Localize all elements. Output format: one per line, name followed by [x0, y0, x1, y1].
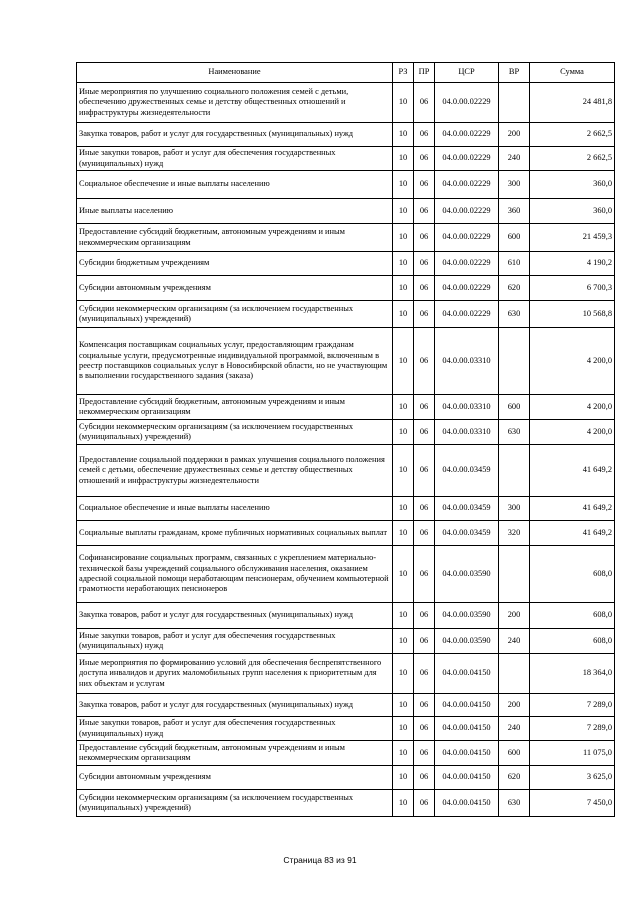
row-sum: 2 662,5 — [530, 123, 615, 147]
row-pr: 06 — [414, 301, 435, 328]
table-row — [77, 521, 615, 546]
table-row — [77, 654, 615, 694]
header-rz: РЗ — [393, 63, 414, 83]
row-pr: 06 — [414, 603, 435, 629]
row-name: Субсидии автономным учреждениям — [77, 766, 393, 790]
table-row — [77, 147, 615, 171]
table-row — [77, 171, 615, 199]
row-pr: 06 — [414, 328, 435, 395]
row-name: Субсидии некоммерческим организациям (за исключением государственных (муниципальных) учреждений) — [77, 420, 393, 445]
row-vr — [499, 328, 530, 395]
table-row — [77, 741, 615, 766]
row-csr: 04.0.00.02229 — [435, 171, 499, 199]
row-vr: 240 — [499, 147, 530, 171]
table-row — [77, 497, 615, 521]
table-header-row — [77, 63, 615, 83]
row-pr: 06 — [414, 252, 435, 276]
table-row — [77, 694, 615, 717]
row-rz: 10 — [393, 546, 414, 603]
row-rz: 10 — [393, 199, 414, 224]
row-name: Закупка товаров, работ и услуг для государственных (муниципальных) нужд — [77, 123, 393, 147]
row-vr: 610 — [499, 252, 530, 276]
row-name: Социальное обеспечение и иные выплаты населению — [77, 497, 393, 521]
row-sum: 4 200,0 — [530, 395, 615, 420]
row-csr: 04.0.00.03459 — [435, 497, 499, 521]
row-sum: 608,0 — [530, 629, 615, 654]
row-sum: 360,0 — [530, 199, 615, 224]
row-rz: 10 — [393, 766, 414, 790]
row-name: Компенсация поставщикам социальных услуг, предоставляющим гражданам социальные услуги, предусмотренные индивидуальной программой, включенным в реестр поставщиков социальных услуг в Новосибирской области, но не участвующим в выполнении государственного задания (заказа) — [77, 328, 393, 395]
row-csr: 04.0.00.03310 — [435, 420, 499, 445]
header-vr: ВР — [499, 63, 530, 83]
row-name: Иные мероприятия по формированию условий для обеспечения беспрепятственного доступа инвалидов и других маломобильных групп населения к приоритетным для них объектам и услугам — [77, 654, 393, 694]
row-vr: 630 — [499, 420, 530, 445]
row-sum: 10 568,8 — [530, 301, 615, 328]
header-pr: ПР — [414, 63, 435, 83]
row-vr: 600 — [499, 395, 530, 420]
row-rz: 10 — [393, 654, 414, 694]
row-name: Иные закупки товаров, работ и услуг для обеспечения государственных (муниципальных) нужд — [77, 147, 393, 171]
row-pr: 06 — [414, 420, 435, 445]
table-row — [77, 224, 615, 252]
table-row — [77, 252, 615, 276]
row-csr: 04.0.00.03590 — [435, 629, 499, 654]
row-csr: 04.0.00.04150 — [435, 790, 499, 817]
row-pr: 06 — [414, 445, 435, 497]
row-rz: 10 — [393, 224, 414, 252]
table-row — [77, 546, 615, 603]
row-csr: 04.0.00.04150 — [435, 654, 499, 694]
row-csr: 04.0.00.03310 — [435, 328, 499, 395]
row-rz: 10 — [393, 395, 414, 420]
row-pr: 06 — [414, 224, 435, 252]
row-csr: 04.0.00.02229 — [435, 199, 499, 224]
row-csr: 04.0.00.03459 — [435, 521, 499, 546]
row-sum: 608,0 — [530, 546, 615, 603]
row-sum: 41 649,2 — [530, 521, 615, 546]
row-name: Иные мероприятия по улучшению социального положения семей с детьми, обеспечению дружественных семье и детству общественных отношений и инфраструктуры жизнедеятельности — [77, 83, 393, 123]
row-pr: 06 — [414, 717, 435, 741]
row-csr: 04.0.00.04150 — [435, 717, 499, 741]
table-row — [77, 301, 615, 328]
table-row — [77, 276, 615, 301]
row-rz: 10 — [393, 123, 414, 147]
row-name: Субсидии некоммерческим организациям (за исключением государственных (муниципальных) учреждений) — [77, 790, 393, 817]
header-name: Наименование — [77, 63, 393, 83]
row-pr: 06 — [414, 654, 435, 694]
row-csr: 04.0.00.02229 — [435, 224, 499, 252]
row-sum: 608,0 — [530, 603, 615, 629]
row-rz: 10 — [393, 521, 414, 546]
row-vr: 240 — [499, 717, 530, 741]
row-pr: 06 — [414, 546, 435, 603]
row-csr: 04.0.00.02229 — [435, 276, 499, 301]
row-vr: 600 — [499, 741, 530, 766]
row-pr: 06 — [414, 199, 435, 224]
row-vr: 200 — [499, 123, 530, 147]
row-sum: 21 459,3 — [530, 224, 615, 252]
row-vr — [499, 654, 530, 694]
row-name: Софинансирование социальных программ, связанных с укреплением материально-технической базы учреждений социального обслуживания населения, оказанием адресной социальной помощи неработающим пенсионерам, обучением компьютерной грамотности неработающих пенсионеров — [77, 546, 393, 603]
row-vr: 240 — [499, 629, 530, 654]
row-sum: 18 364,0 — [530, 654, 615, 694]
row-sum: 4 190,2 — [530, 252, 615, 276]
table-row — [77, 603, 615, 629]
row-pr: 06 — [414, 790, 435, 817]
row-name: Социальное обеспечение и иные выплаты населению — [77, 171, 393, 199]
row-pr: 06 — [414, 147, 435, 171]
row-csr: 04.0.00.02229 — [435, 123, 499, 147]
row-name: Закупка товаров, работ и услуг для государственных (муниципальных) нужд — [77, 694, 393, 717]
table-row — [77, 199, 615, 224]
row-vr: 600 — [499, 224, 530, 252]
row-vr: 360 — [499, 199, 530, 224]
row-rz: 10 — [393, 741, 414, 766]
row-csr: 04.0.00.04150 — [435, 766, 499, 790]
header-sum: Сумма — [530, 63, 615, 83]
table-row — [77, 420, 615, 445]
budget-table — [76, 62, 615, 817]
row-name: Субсидии бюджетным учреждениям — [77, 252, 393, 276]
row-sum: 360,0 — [530, 171, 615, 199]
table-row — [77, 328, 615, 395]
row-pr: 06 — [414, 629, 435, 654]
table-row — [77, 83, 615, 123]
row-rz: 10 — [393, 328, 414, 395]
row-vr: 200 — [499, 694, 530, 717]
row-sum: 24 481,8 — [530, 83, 615, 123]
row-sum: 11 075,0 — [530, 741, 615, 766]
row-csr: 04.0.00.03459 — [435, 445, 499, 497]
row-rz: 10 — [393, 790, 414, 817]
row-rz: 10 — [393, 629, 414, 654]
table-row — [77, 123, 615, 147]
row-vr: 630 — [499, 301, 530, 328]
row-name: Предоставление социальной поддержки в рамках улучшения социального положения семей с детьми, обеспечение дружественных семье и детству общественных отношений и инфраструктуры жизнедеятельности — [77, 445, 393, 497]
row-name: Закупка товаров, работ и услуг для государственных (муниципальных) нужд — [77, 603, 393, 629]
row-pr: 06 — [414, 395, 435, 420]
row-sum: 4 200,0 — [530, 328, 615, 395]
row-pr: 06 — [414, 276, 435, 301]
table-row — [77, 766, 615, 790]
row-sum: 41 649,2 — [530, 445, 615, 497]
row-rz: 10 — [393, 252, 414, 276]
table-row — [77, 629, 615, 654]
table-row — [77, 395, 615, 420]
row-pr: 06 — [414, 766, 435, 790]
row-sum: 4 200,0 — [530, 420, 615, 445]
row-csr: 04.0.00.03590 — [435, 603, 499, 629]
row-pr: 06 — [414, 521, 435, 546]
page-number: Страница 83 из 91 — [283, 855, 357, 865]
row-rz: 10 — [393, 301, 414, 328]
table-row — [77, 790, 615, 817]
row-pr: 06 — [414, 694, 435, 717]
row-rz: 10 — [393, 420, 414, 445]
row-name: Субсидии автономным учреждениям — [77, 276, 393, 301]
row-vr — [499, 546, 530, 603]
row-csr: 04.0.00.02229 — [435, 147, 499, 171]
row-csr: 04.0.00.02229 — [435, 301, 499, 328]
row-name: Предоставление субсидий бюджетным, автономным учреждениям и иным некоммерческим организациям — [77, 224, 393, 252]
row-csr: 04.0.00.03590 — [435, 546, 499, 603]
row-csr: 04.0.00.02229 — [435, 83, 499, 123]
row-csr: 04.0.00.04150 — [435, 694, 499, 717]
row-sum: 3 625,0 — [530, 766, 615, 790]
row-sum: 2 662,5 — [530, 147, 615, 171]
row-name: Иные закупки товаров, работ и услуг для обеспечения государственных (муниципальных) нужд — [77, 629, 393, 654]
row-sum: 7 450,0 — [530, 790, 615, 817]
row-vr: 300 — [499, 171, 530, 199]
row-sum: 7 289,0 — [530, 694, 615, 717]
row-pr: 06 — [414, 123, 435, 147]
row-vr: 320 — [499, 521, 530, 546]
row-sum: 6 700,3 — [530, 276, 615, 301]
row-pr: 06 — [414, 497, 435, 521]
row-name: Предоставление субсидий бюджетным, автономным учреждениям и иным некоммерческим организациям — [77, 395, 393, 420]
row-pr: 06 — [414, 741, 435, 766]
header-csr: ЦСР — [435, 63, 499, 83]
row-rz: 10 — [393, 147, 414, 171]
row-vr: 300 — [499, 497, 530, 521]
row-vr: 620 — [499, 276, 530, 301]
row-name: Предоставление субсидий бюджетным, автономным учреждениям и иным некоммерческим организациям — [77, 741, 393, 766]
row-pr: 06 — [414, 171, 435, 199]
row-vr: 630 — [499, 790, 530, 817]
row-rz: 10 — [393, 497, 414, 521]
row-vr — [499, 445, 530, 497]
row-sum: 41 649,2 — [530, 497, 615, 521]
row-vr: 200 — [499, 603, 530, 629]
row-vr: 620 — [499, 766, 530, 790]
table-row — [77, 717, 615, 741]
row-name: Социальные выплаты гражданам, кроме публичных нормативных социальных выплат — [77, 521, 393, 546]
row-rz: 10 — [393, 171, 414, 199]
row-name: Иные выплаты населению — [77, 199, 393, 224]
table-row — [77, 445, 615, 497]
row-rz: 10 — [393, 603, 414, 629]
row-csr: 04.0.00.03310 — [435, 395, 499, 420]
row-name: Иные закупки товаров, работ и услуг для обеспечения государственных (муниципальных) нужд — [77, 717, 393, 741]
row-sum: 7 289,0 — [530, 717, 615, 741]
row-rz: 10 — [393, 276, 414, 301]
row-name: Субсидии некоммерческим организациям (за исключением государственных (муниципальных) учреждений) — [77, 301, 393, 328]
row-rz: 10 — [393, 445, 414, 497]
row-csr: 04.0.00.04150 — [435, 741, 499, 766]
row-vr — [499, 83, 530, 123]
row-rz: 10 — [393, 83, 414, 123]
row-rz: 10 — [393, 694, 414, 717]
row-pr: 06 — [414, 83, 435, 123]
row-rz: 10 — [393, 717, 414, 741]
row-csr: 04.0.00.02229 — [435, 252, 499, 276]
